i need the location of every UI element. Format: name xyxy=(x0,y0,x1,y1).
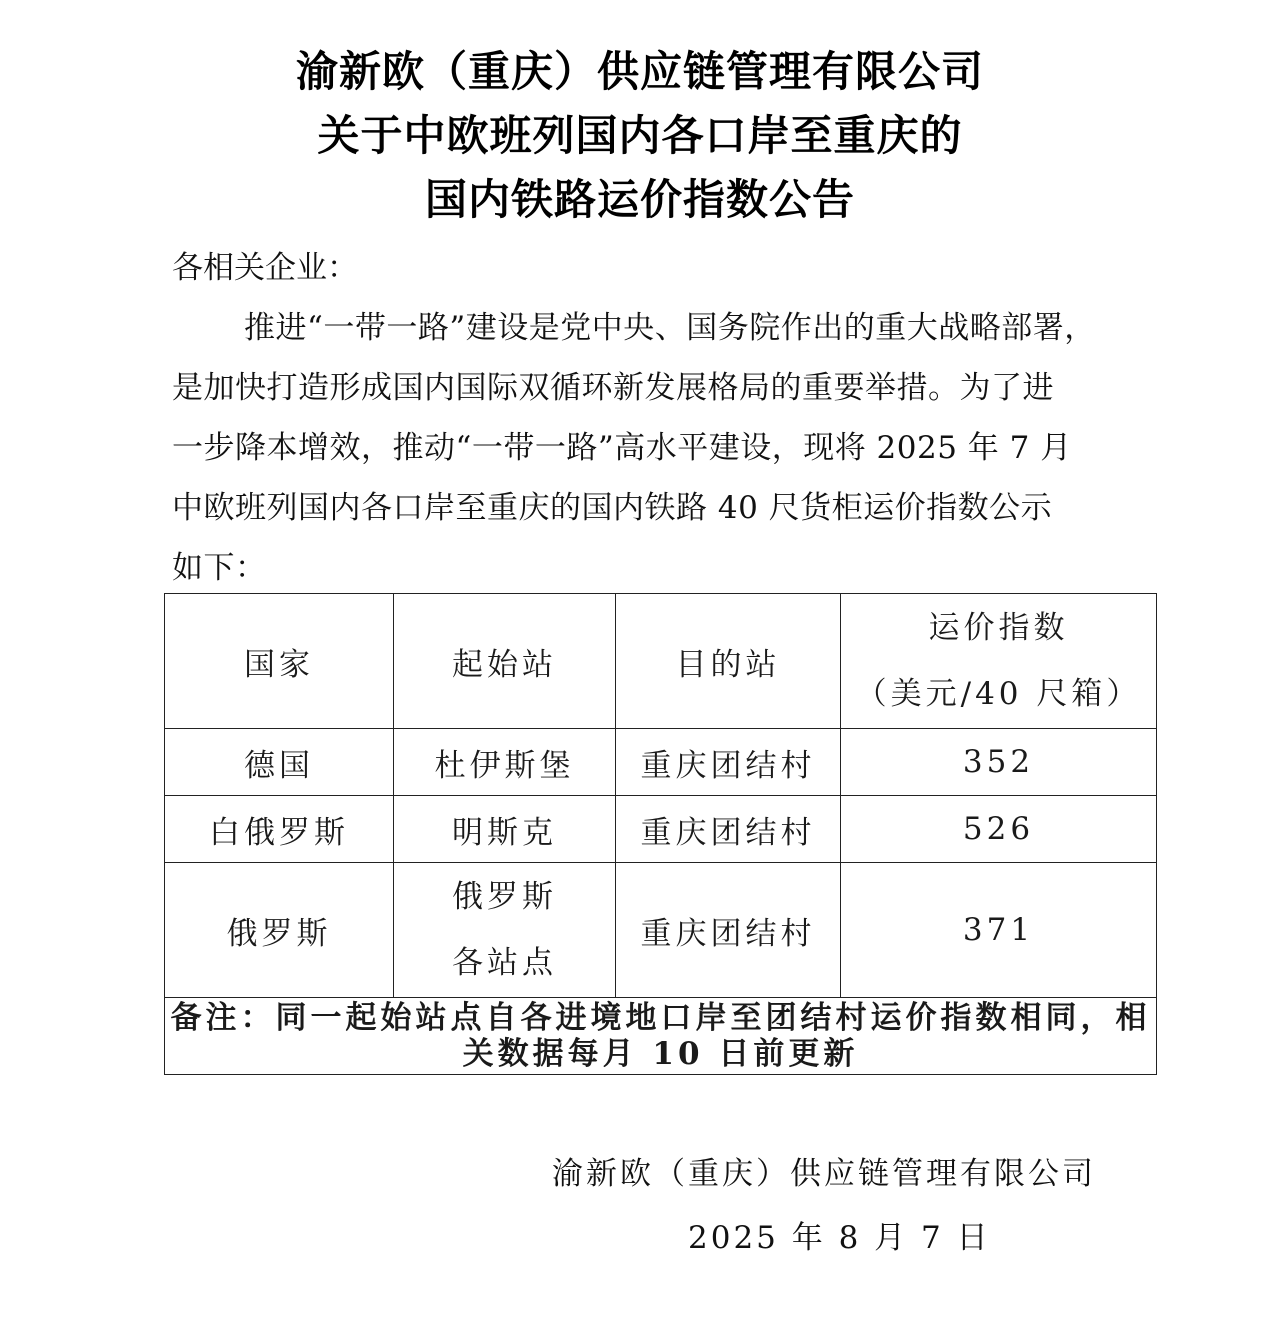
signature-company: 渝新欧（重庆）供应链管理有限公司 xyxy=(552,1156,1096,1192)
table-row xyxy=(165,796,1157,863)
body-line-4: 中欧班列国内各口岸至重庆的国内铁路 40 尺货柜运价指数公示 xyxy=(172,490,1053,526)
cell-destination: 重庆团结村 xyxy=(616,729,841,796)
cell-index: 371 xyxy=(841,863,1157,998)
notice-title xyxy=(0,40,1280,232)
header-country: 国家 xyxy=(165,594,394,729)
cell-origin: 明斯克 xyxy=(394,796,616,863)
cell-country: 俄罗斯 xyxy=(165,863,394,998)
header-index-line-2: （美元/40 尺箱） xyxy=(855,676,1142,712)
signature-date: 2025 年 8 月 7 日 xyxy=(688,1220,991,1256)
cell-country: 德国 xyxy=(165,729,394,796)
body-line-3: 一步降本增效，推动“一带一路”高水平建设，现将 2025 年 7 月 xyxy=(172,430,1072,466)
cell-index: 352 xyxy=(841,729,1157,796)
cell-destination: 重庆团结村 xyxy=(616,863,841,998)
table-note-row xyxy=(165,998,1157,1075)
cell-index: 526 xyxy=(841,796,1157,863)
cell-country: 白俄罗斯 xyxy=(165,796,394,863)
body-line-5: 如下： xyxy=(172,550,267,586)
cell-destination: 重庆团结村 xyxy=(616,796,841,863)
table-note: 备注：同一起始站点自各进境地口岸至团结村运价指数相同，相关数据每月 10 日前更新 xyxy=(165,998,1157,1075)
header-index xyxy=(841,594,1157,729)
table-row xyxy=(165,863,1157,998)
title-line-1: 渝新欧（重庆）供应链管理有限公司 xyxy=(295,47,984,96)
cell-origin-line-1: 俄罗斯 xyxy=(452,879,557,915)
title-line-2: 关于中欧班列国内各口岸至重庆的 xyxy=(317,111,963,160)
freight-index-table xyxy=(164,593,1157,1075)
body-line-2: 是加快打造形成国内国际双循环新发展格局的重要举措。为了进 xyxy=(172,370,1054,406)
table-header-row xyxy=(165,594,1157,729)
header-destination: 目的站 xyxy=(616,594,841,729)
header-index-line-1: 运价指数 xyxy=(928,610,1069,646)
cell-origin-line-2: 各站点 xyxy=(452,945,557,981)
body-line-1: 推进“一带一路”建设是党中央、国务院作出的重大战略部署， xyxy=(244,310,1096,346)
salutation: 各相关企业： xyxy=(172,250,358,286)
title-line-3: 国内铁路运价指数公告 xyxy=(424,175,855,224)
cell-origin: 杜伊斯堡 xyxy=(394,729,616,796)
header-origin: 起始站 xyxy=(394,594,616,729)
cell-origin xyxy=(394,863,616,998)
table-row xyxy=(165,729,1157,796)
